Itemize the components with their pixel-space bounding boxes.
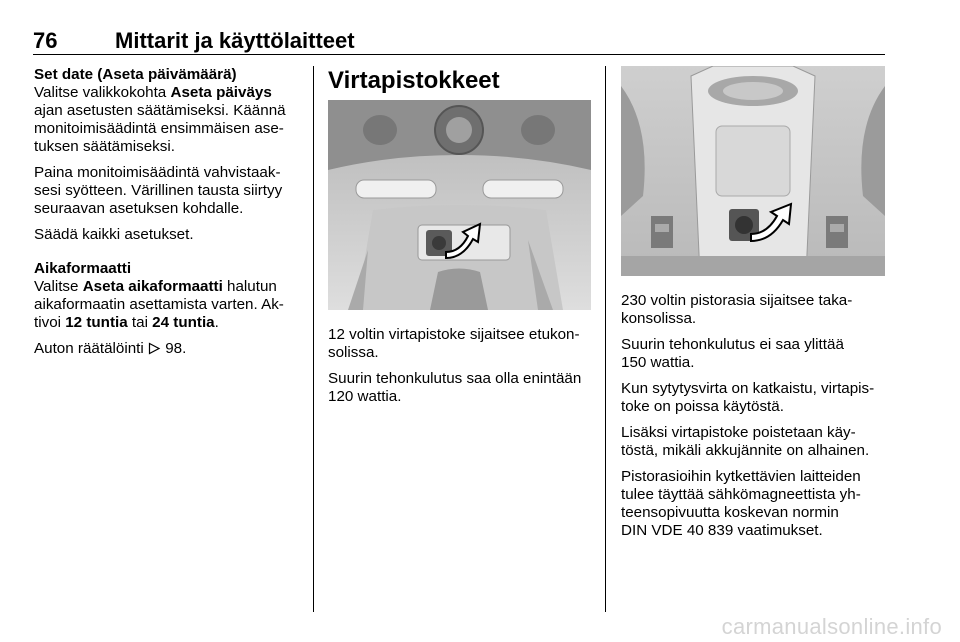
text-run: 12 voltin virtapistoke sijaitsee etukon- [328,326,580,343]
time-format-paragraph-2 [34,340,306,360]
text-run: tai [127,314,153,331]
set-date-paragraph-1 [34,84,306,156]
emc-standard-note [621,468,891,540]
text-run: Suurin tehonkulutus ei saa ylittää [621,336,844,353]
text-run: seuraavan asetuksen kohdalle. [34,200,244,217]
page-reference[interactable]: 98. [160,340,187,357]
socket-12v-location [328,326,598,362]
text-run: toke on poissa käytöstä. [621,398,784,415]
text-run: Kun sytytysvirta on katkaistu, virtapis- [621,380,875,397]
column-divider-right [605,66,606,612]
chapter-title: Mittarit ja käyttölaitteet [115,28,355,53]
site-watermark[interactable]: carmanualsonline.info [721,614,942,639]
text-run: Valitse [34,278,83,295]
text-run: tuksen säätämiseksi. [34,138,175,155]
socket-12v-power-limit [328,370,598,406]
menu-item-reference: Aseta aikaformaatti [82,278,223,295]
text-run: Lisäksi virtapistoke poistetaan käy- [621,424,856,441]
text-run: sesi syötteen. Värillinen tausta siirtyy [34,182,283,199]
text-run: aikaformaatin asettamista varten. Ak- [34,296,284,313]
text-run: töstä, mikäli akkujännite on alhainen. [621,442,870,459]
ignition-off-note [621,380,891,416]
text-run: 120 wattia. [328,388,402,405]
text-run: Auton räätälöinti [34,340,148,357]
text-run: teensopivuutta koskevan normin [621,504,839,521]
text-run: 230 voltin pistorasia sijaitsee taka- [621,292,853,309]
text-run: 150 wattia. [621,354,695,371]
text-run: Pistorasioihin kytkettävien laitteiden [621,468,861,485]
right-column-text [621,292,891,548]
page-header [33,28,885,54]
time-format-paragraph-1 [34,278,306,332]
text-run: monitoimisäädintä ensimmäisen ase- [34,120,284,137]
front-12v-socket-illustration [328,100,591,310]
text-run: Suurin tehonkulutus saa olla enintään [328,370,582,387]
socket-230v-location [621,292,891,328]
middle-column-text [328,326,598,414]
time-format-heading: Aikaformaatti [34,260,132,277]
socket-230v-power-limit [621,336,891,372]
left-column [34,66,306,368]
header-rule [33,54,885,55]
text-run: tivoi [34,314,66,331]
text-run: tulee täyttää sähkömagneettista yh- [621,486,861,503]
text-run: DIN VDE 40 839 vaatimukset. [621,522,823,539]
text-run: ajan asetusten säätämiseksi. Käännä [34,102,286,119]
set-date-paragraph-3: Säädä kaikki asetukset. [34,226,194,243]
text-run: . [214,314,219,331]
set-date-heading: Set date (Aseta päivämäärä) [34,66,237,83]
option-12h: 12 tuntia [65,314,128,331]
page-number: 76 [33,28,58,53]
menu-item-reference: Aseta päiväys [170,84,272,101]
rear-230v-socket-illustration [621,66,885,276]
text-run: Paina monitoimisäädintä vahvistaak- [34,164,281,181]
section-title: Virtapistokkeet [328,67,500,94]
reference-arrow-icon[interactable] [148,342,161,360]
text-run: konsolissa. [621,310,697,327]
low-battery-note [621,424,891,460]
text-run: halutun [222,278,277,295]
set-date-paragraph-2 [34,164,306,218]
column-divider-left [313,66,314,612]
text-run: solissa. [328,344,379,361]
option-24h: 24 tuntia [152,314,215,331]
text-run: Valitse valikkokohta [34,84,171,101]
